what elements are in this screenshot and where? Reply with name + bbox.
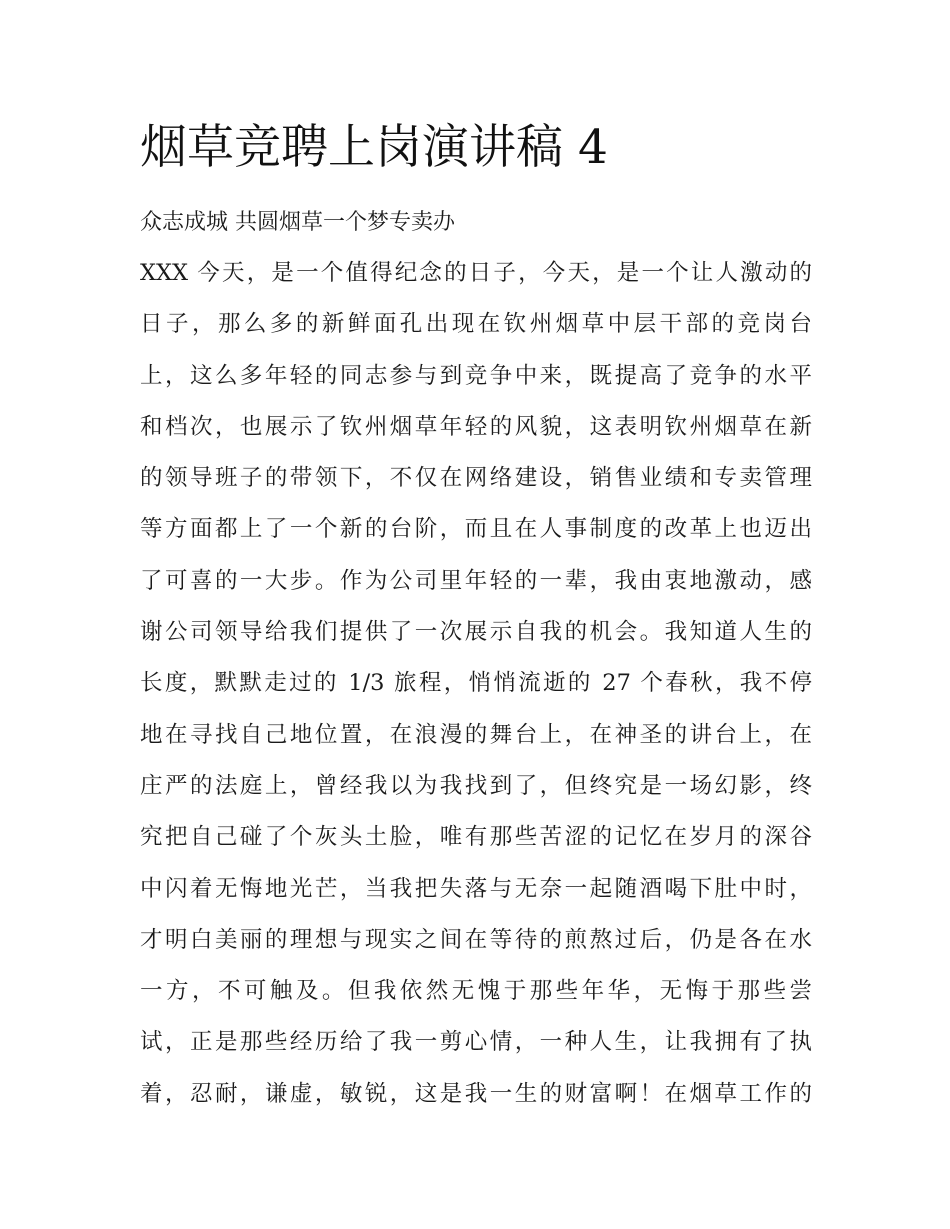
body-line: 才明白美丽的理想与现实之间在等待的煎熬过后，仍是各在水 [140,926,812,953]
body-line: 着，忍耐，谦虚，敏锐，这是我一生的财富啊！在烟草工作的 [140,1080,812,1107]
body-line: 的领导班子的带领下，不仅在网络建设，销售业绩和专卖管理 [140,465,812,492]
body-line: 地在寻找自己地位置，在浪漫的舞台上，在神圣的讲台上，在 [140,721,812,748]
body-line: 上，这么多年轻的同志参与到竞争中来，既提高了竞争的水平 [140,362,812,389]
body-line: 等方面都上了一个新的台阶，而且在人事制度的改革上也迈出 [140,516,812,543]
body-line: 日子，那么多的新鲜面孔出现在钦州烟草中层干部的竞岗台 [140,311,812,338]
body-line: XXX 今天，是一个值得纪念的日子，今天，是一个让人激动的 [140,260,812,286]
body-line: 中闪着无悔地光芒，当我把失落与无奈一起随酒喝下肚中时， [140,875,812,902]
body-line: 究把自己碰了个灰头土脸，唯有那些苦涩的记忆在岁月的深谷 [140,824,812,851]
body-line: 了可喜的一大步。作为公司里年轻的一辈，我由衷地激动，感 [140,567,812,594]
document-subtitle: 众志成城 共圆烟草一个梦专卖办 [140,210,455,235]
body-paragraph [140,254,812,1126]
body-line: 谢公司领导给我们提供了一次展示自我的机会。我知道人生的 [140,619,812,646]
body-line: 和档次，也展示了钦州烟草年轻的风貌，这表明钦州烟草在新 [140,413,812,440]
body-line: 一方，不可触及。但我依然无愧于那些年华，无悔于那些尝 [140,978,812,1005]
body-line: 试，正是那些经历给了我一剪心情，一种人生，让我拥有了执 [140,1029,812,1056]
document-title: 烟草竞聘上岗演讲稿 4 [140,120,608,175]
body-line: 庄严的法庭上，曾经我以为我找到了，但终究是一场幻影，终 [140,772,812,799]
body-line: 长度，默默走过的 1/3 旅程，悄悄流逝的 27 个春秋，我不停 [140,670,812,697]
